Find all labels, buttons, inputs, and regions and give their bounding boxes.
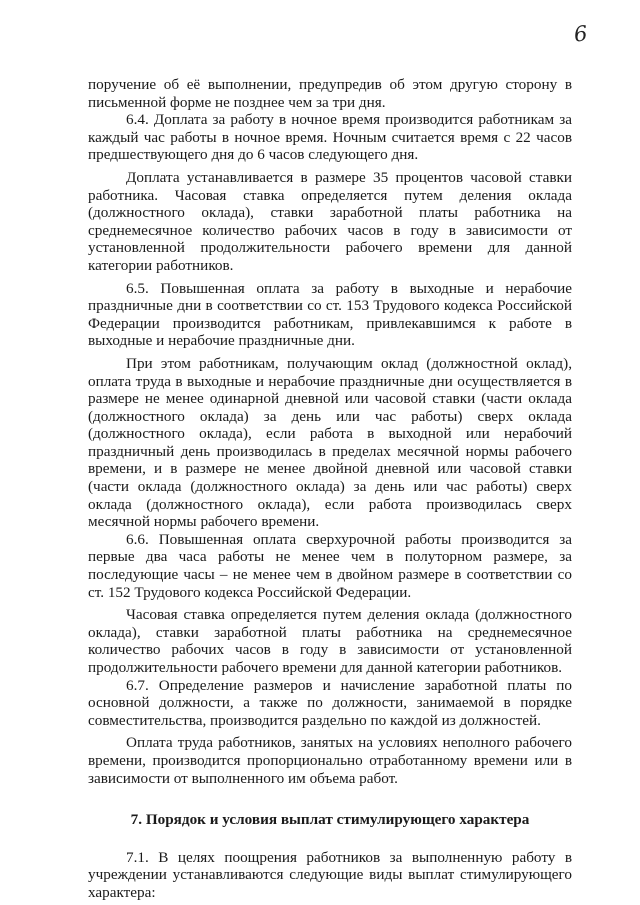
- paragraph-part-time: Оплата труда работников, занятых на условиях неполного рабочего времени, производится пропорционально отработанному времени или в зависимости от выполненного им объема работ.: [88, 734, 572, 787]
- page-number: 6: [572, 21, 589, 47]
- paragraph-6-6: 6.6. Повышенная оплата сверхурочной работы производится за первые два часа работы не менее чем в полуторном размере, за последующие часы – не менее чем в двойном размере в соответствии со ст. 152 Трудового кодекса Российской Федерации.: [88, 530, 572, 601]
- paragraph-6-4: 6.4. Доплата за работу в ночное время производится работникам за каждый час работы в ночное время. Ночным считается время с 22 часов предшествующего дня до 6 часов следующего дня.: [88, 111, 572, 164]
- document-body: [88, 76, 572, 902]
- paragraph-7-1: 7.1. В целях поощрения работников за выполненную работу в учреждении устанавливаются следующие виды выплат стимулирующего характера:: [88, 848, 572, 901]
- paragraph-weekend-pay: При этом работникам, получающим оклад (должностной оклад), оплата труда в выходные и нерабочие праздничные дни осуществляется в размере не менее одинарной дневной или часовой ставки (части оклада (должностного оклада) за день или час работы) сверх оклада (должностного оклада), если работа в выходной или нерабочий праздничный день производилась в пределах месячной нормы рабочего времени, и в размере не менее двойной дневной или часовой ставки (части оклада (должностного оклада) за день или час работы) сверх оклада (должностного оклада), если работа производилась сверх месячной нормы рабочего времени.: [88, 354, 572, 531]
- section-heading: 7. Порядок и условия выплат стимулирующего характера: [130, 811, 530, 829]
- paragraph-continuation: поручение об её выполнении, предупредив об этом другую сторону в письменной форме не позднее чем за три дня.: [88, 76, 572, 111]
- paragraph-6-5: 6.5. Повышенная оплата за работу в выходные и нерабочие праздничные дни в соответствии со ст. 153 Трудового кодекса Российской Федерации производится работникам, привлекавшимся к работе в выходные и нерабочие праздничные дни.: [88, 279, 572, 350]
- paragraph-night-rate: Доплата устанавливается в размере 35 процентов часовой ставки работника. Часовая ставка определяется путем деления оклада (должностного оклада), ставки заработной платы работника на среднемесячное количество рабочих часов в году в зависимости от установленной продолжительности рабочего времени для данной категории работников.: [88, 168, 572, 274]
- paragraph-6-7: 6.7. Определение размеров и начисление заработной платы по основной должности, а также по должности, занимаемой в порядке совместительства, производится раздельно по каждой из должностей.: [88, 676, 572, 729]
- paragraph-hourly-rate: Часовая ставка определяется путем деления оклада (должностного оклада), ставки заработной платы работника на среднемесячное количество рабочих часов в году в зависимости от установленной продолжительности рабочего времени для данной категории работников.: [88, 606, 572, 676]
